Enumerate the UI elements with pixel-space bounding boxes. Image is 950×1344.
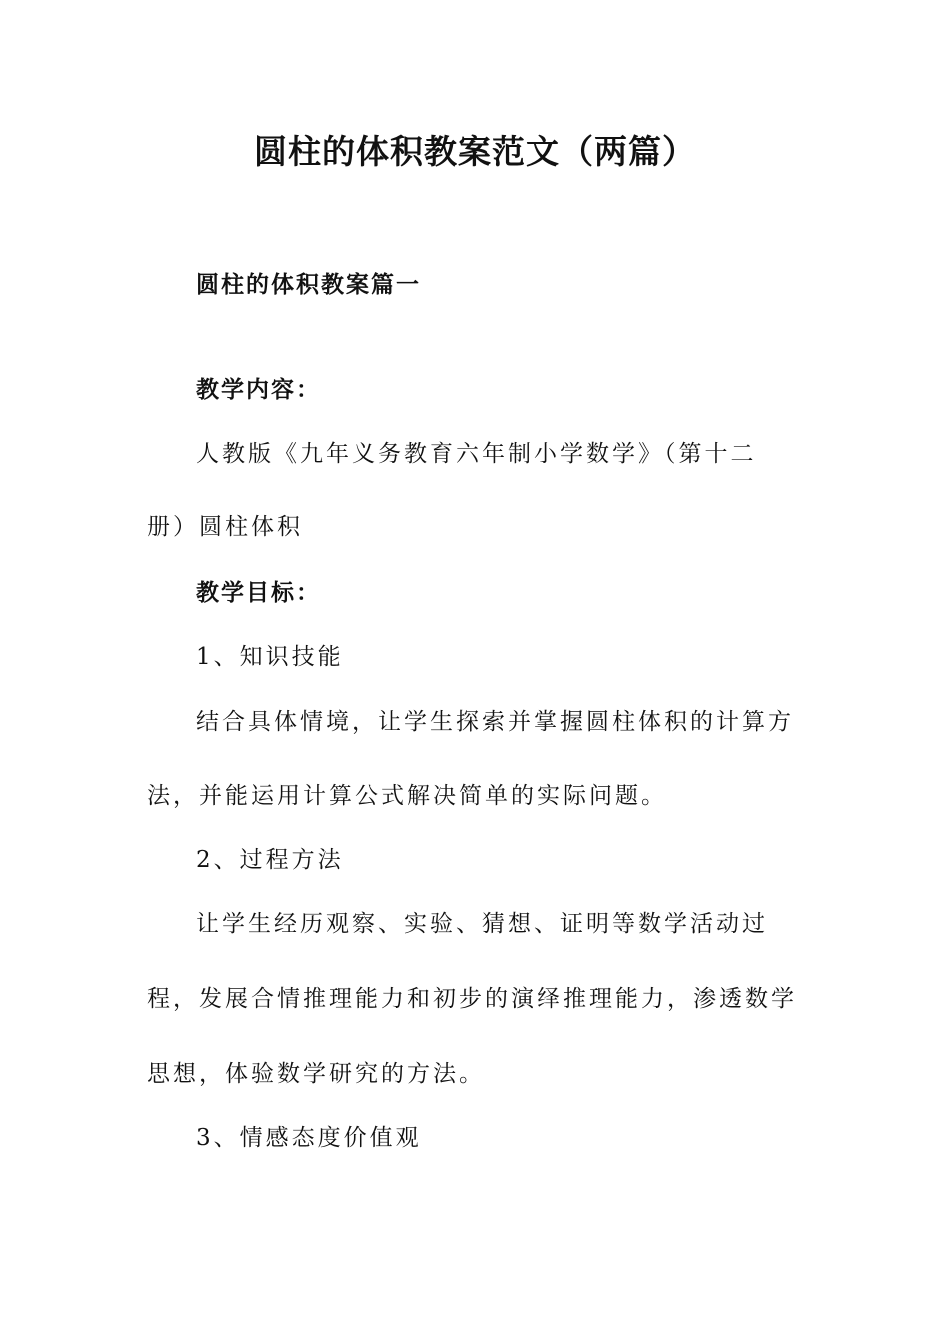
teaching-goals-label: 教学目标： xyxy=(196,580,321,606)
goal-1-text-line-2: 法，并能运用计算公式解决简单的实际问题。 xyxy=(147,783,667,809)
goal-3-heading: 3、情感态度价值观 xyxy=(196,1125,422,1151)
teaching-content-line-1: 人教版《九年义务教育六年制小学数学》（第十二 xyxy=(196,441,757,467)
goal-2-text-line-3: 思想，体验数学研究的方法。 xyxy=(147,1061,485,1087)
goal-1-heading: 1、知识技能 xyxy=(196,644,344,670)
goal-1-text-line-1: 结合具体情境，让学生探索并掌握圆柱体积的计算方 xyxy=(196,709,794,735)
goal-2-text-line-1: 让学生经历观察、实验、猜想、证明等数学活动过 xyxy=(196,911,768,937)
goal-2-heading: 2、过程方法 xyxy=(196,847,344,873)
teaching-content-label: 教学内容： xyxy=(196,377,321,403)
goal-2-text-line-2: 程，发展合情推理能力和初步的演绎推理能力，渗透数学 xyxy=(147,986,797,1012)
teaching-content-line-2: 册）圆柱体积 xyxy=(147,514,303,540)
document-title: 圆柱的体积教案范文（两篇） xyxy=(254,132,696,171)
section-heading: 圆柱的体积教案篇一 xyxy=(196,272,421,298)
